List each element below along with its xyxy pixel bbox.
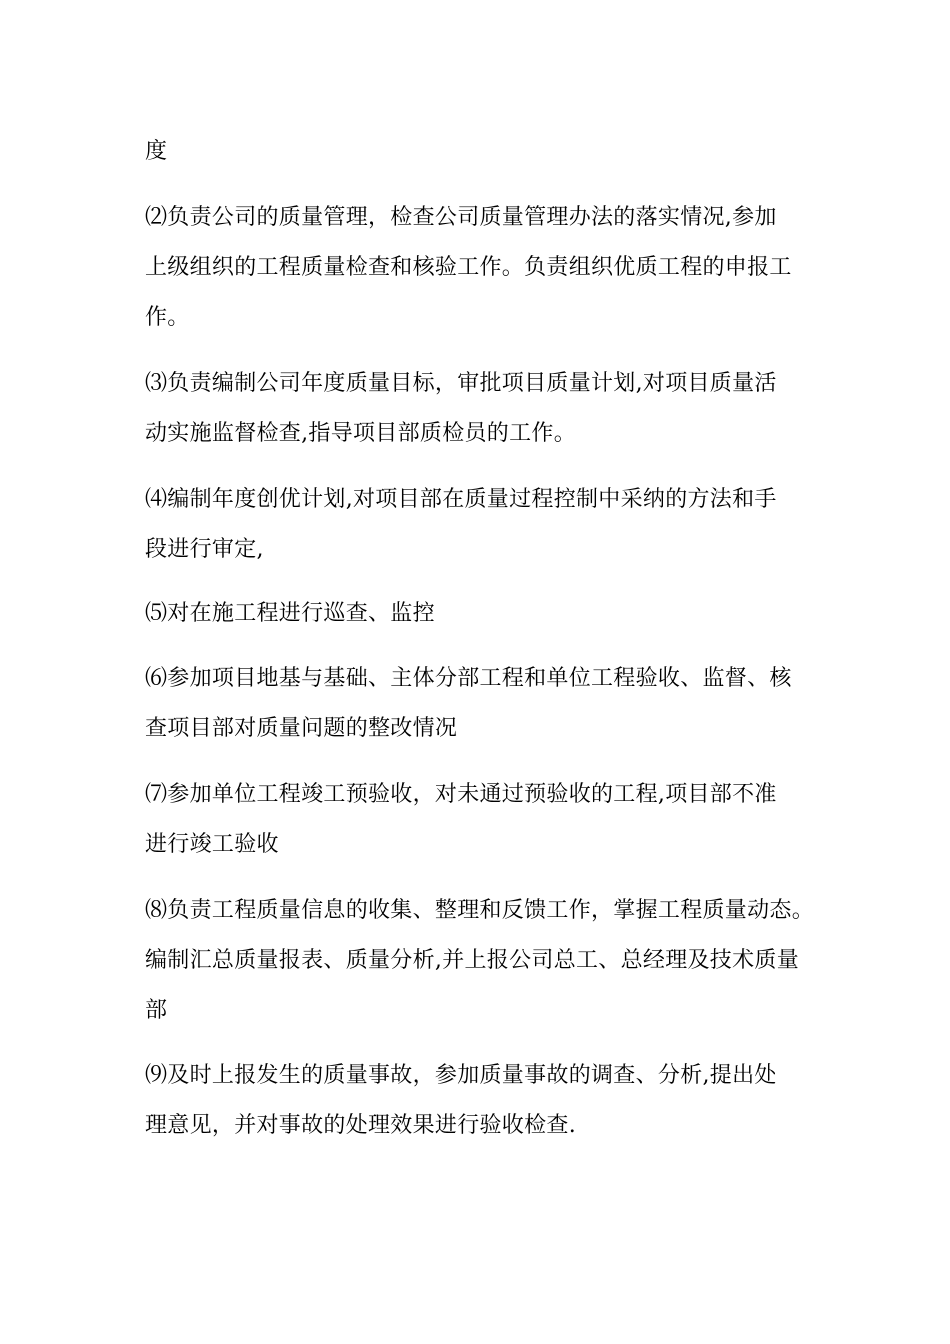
text-line: 动实施监督检查,指导项目部质检员的工作。 — [145, 421, 576, 446]
text-line: 部 — [145, 998, 168, 1023]
text-line: ⑸对在施工程进行巡查、监控 — [145, 601, 435, 626]
text-line: ⑶负责编制公司年度质量目标，审批项目质量计划,对项目质量活 — [145, 371, 777, 396]
text-line: 查项目部对质量问题的整改情况 — [145, 716, 458, 741]
text-line: 上级组织的工程质量检查和核验工作。负责组织优质工程的申报工 — [145, 255, 792, 280]
text-line: ⑼及时上报发生的质量事故，参加质量事故的调查、分析,提出处 — [145, 1063, 777, 1088]
text-line: ⑷编制年度创优计划,对项目部在质量过程控制中采纳的方法和手 — [145, 487, 777, 512]
text-line: ⑵负责公司的质量管理，检查公司质量管理办法的落实情况,参加 — [145, 205, 777, 230]
text-line: ⑺参加单位工程竣工预验收，对未通过预验收的工程,项目部不准 — [145, 782, 777, 807]
text-line: 段进行审定, — [145, 537, 264, 562]
text-line: 编制汇总质量报表、质量分析,并上报公司总工、总经理及技术质量 — [145, 948, 799, 973]
text-line: 理意见，并对事故的处理效果进行验收检查. — [145, 1113, 576, 1138]
text-line: ⑹参加项目地基与基础、主体分部工程和单位工程验收、监督、核 — [145, 666, 792, 691]
text-line: 度 — [145, 139, 168, 164]
text-line: ⑻负责工程质量信息的收集、整理和反馈工作，掌握工程质量动态。 — [145, 898, 815, 923]
text-line: 进行竣工验收 — [145, 832, 279, 857]
text-line: 作。 — [145, 305, 190, 330]
